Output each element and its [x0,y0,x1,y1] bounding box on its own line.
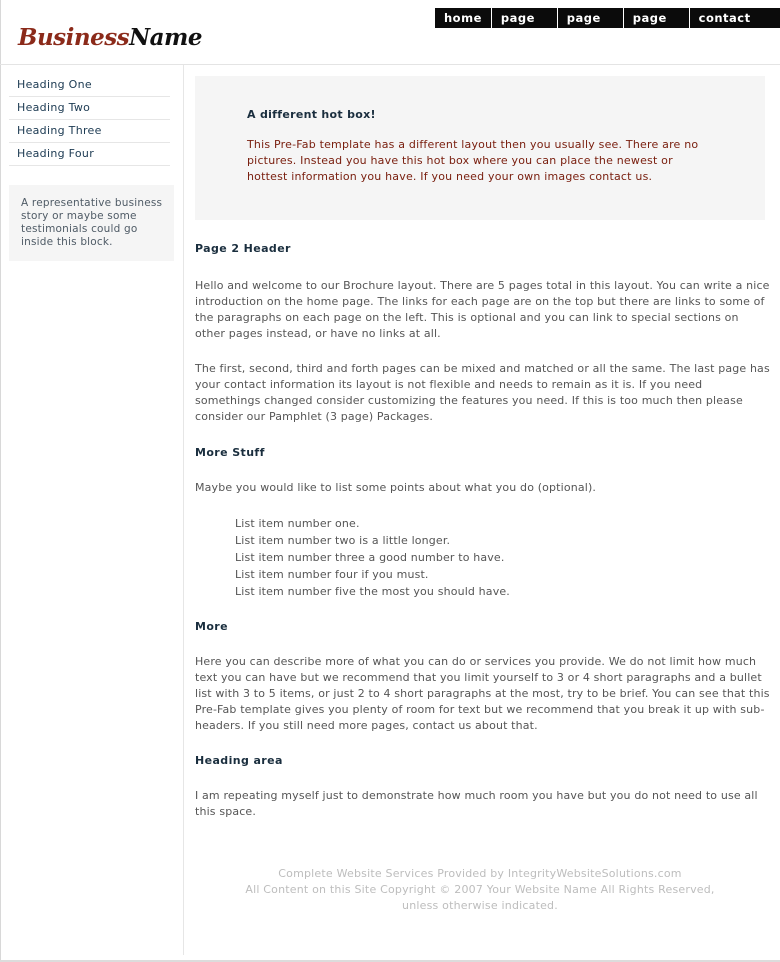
footer-credit-text: Complete Website Services Provided by [278,867,505,880]
more-stuff-header: More Stuff [195,446,265,459]
repeat-paragraph: I am repeating myself just to demonstrate how much room you have but you do not need to use all this space. [195,789,758,818]
sidebar-item-heading-two [9,97,170,120]
nav-page-3[interactable]: page 3 [558,8,624,28]
page-left-border [0,0,1,962]
list-item: List item number two is a little longer. [235,534,451,547]
more-header: More [195,620,228,633]
sidebar-link-heading-four[interactable]: Heading Four [17,147,95,160]
sidebar-navigation [9,74,170,166]
site-logo[interactable] [18,24,202,51]
nav-page-2[interactable]: page 2 [492,8,558,28]
page-2-header: Page 2 Header [195,242,291,255]
top-navigation [435,8,780,45]
points-list [195,515,770,600]
main-content [195,241,770,820]
footer-credit-line [195,866,765,882]
sidebar-link-heading-two[interactable]: Heading Two [17,101,91,114]
hot-box [195,76,765,220]
logo-part-business: Business [18,24,130,51]
nav-contact-us[interactable]: contact us [690,8,780,28]
nav-page-4[interactable]: page 4 [624,8,690,28]
logo-part-name: Name [129,24,203,51]
sidebar-item-heading-three [9,120,170,143]
nav-home[interactable]: home [435,8,492,28]
footer [195,866,765,914]
sidebar-item-heading-four [9,143,170,166]
sidebar-link-heading-three[interactable]: Heading Three [17,124,102,137]
list-item: List item number five the most you should have. [235,585,510,598]
pages-paragraph: The first, second, third and forth pages can be mixed and matched or all the same. The last page has your contact information its layout is not flexible and needs to remain as it is. If you need somethings changed consider customizing the features you need. If this is too much then please consider our Pamphlet (3 page) Packages. [195,362,770,423]
services-paragraph: Here you can describe more of what you can do or services you provide. We do not limit how much text you can have but we recommend that you limit yourself to 3 or 4 short paragraphs and a bullet list with 3 to 5 items, or just 2 to 4 short paragraphs at the most, try to be brief. You can see that this Pre-Fab template gives you plenty of room for text but we recommend that you break it up with sub-headers. If you still need more pages, contact us about that. [195,655,770,732]
sidebar-divider [183,65,184,955]
sidebar-item-heading-one [9,74,170,97]
sidebar-story-box: A representative business story or maybe some testimonials could go inside this block. [9,185,174,261]
intro-paragraph: Hello and welcome to our Brochure layout. There are 5 pages total in this layout. You can write a nice introduction on the home page. The links for each page are on the top but there are links to some of the paragraphs on each page on the left. This is optional and you can link to special sections on other pages instead, or have no links at all. [195,279,770,340]
footer-copyright: All Content on this Site Copyright © 2007 Your Website Name All Rights Reserved, [245,883,715,896]
footer-credit-link[interactable]: IntegrityWebsiteSolutions.com [507,867,682,880]
list-item: List item number three a good number to have. [235,551,505,564]
header-divider [0,64,780,65]
list-intro-paragraph: Maybe you would like to list some points about what you do (optional). [195,481,597,494]
hot-box-text: This Pre-Fab template has a different layout then you usually see. There are no pictures. Instead you have this hot box where you can place the newest or hottest information you have. If you need your own images contact us. [247,138,699,183]
footer-copyright-note: unless otherwise indicated. [402,899,558,912]
list-item: List item number four if you must. [235,568,429,581]
hot-box-title: A different hot box! [247,108,376,121]
heading-area-header: Heading area [195,754,283,767]
sidebar-link-heading-one[interactable]: Heading One [17,78,92,91]
list-item: List item number one. [235,517,360,530]
